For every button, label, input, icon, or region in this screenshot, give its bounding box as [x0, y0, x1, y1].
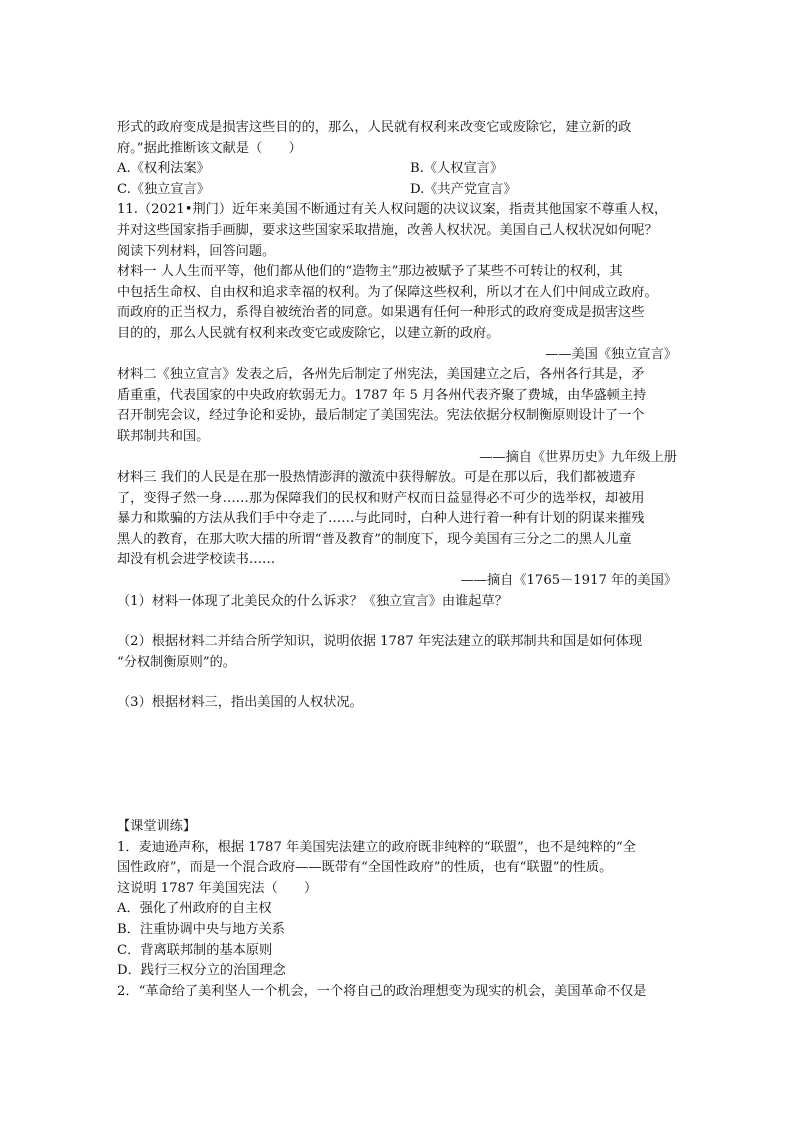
material-1-line: 中包括生命权、自由权和追求幸福的权利。为了保障这些权利，所以才在人们中间成立政府。: [117, 284, 658, 300]
material-2-line: 联邦制共和国。: [117, 428, 210, 444]
material-2-line: 召开制宪会议，经过争论和妥协，最后制定了美国宪法。宪法依据分权制衡原则设计了一个: [117, 408, 645, 424]
option-row: [117, 159, 677, 180]
sub-question-3: （3）根据材料三，指出美国的人权状况。: [117, 695, 363, 711]
top-question: [117, 118, 677, 200]
training-q1-line: 这说明 1787 年美国宪法（ ）: [117, 880, 318, 896]
classroom-training: [117, 817, 677, 1002]
material-3-line: 了，变得孑然一身……那为保障我们的民权和财产权而日益显得必不可少的选举权，却被用: [117, 490, 645, 506]
section-title: 【课堂训练】: [117, 819, 197, 835]
text-line: 府。”据此推断该文献是（ ）: [117, 140, 302, 156]
sub-question-2-line: “分权制衡原则”的。: [117, 654, 236, 670]
option-a: A．强化了州政府的自主权: [117, 901, 272, 917]
question-intro-line: 阅读下列材料，回答问题。: [117, 243, 276, 259]
text-line: 形式的政府变成是损害这些目的的，那么，人民就有权利来改变它或废除它，建立新的政: [117, 120, 632, 135]
material-3-line: 黑人的教育，在那大吹大擂的所谓“普及教育”的制度下，现今美国有三分之二的黑人儿童: [117, 531, 632, 547]
option-d: D．践行三权分立的治国理念: [117, 963, 286, 979]
material-2-line: 材料二《独立宣言》发表之后，各州先后制定了州宪法，美国建立之后，各州各行其是，矛: [117, 367, 645, 383]
option-c: C.《独立宣言》: [117, 181, 210, 197]
material-1-line: 目的的，那么人民就有权利来改变它或废除它，以建立新的政府。: [117, 325, 500, 341]
option-c: C．背离联邦制的基本原则: [117, 942, 273, 958]
option-row: [117, 180, 677, 201]
option-a: A.《权利法案》: [117, 161, 210, 177]
material-2-line: 盾重重，代表国家的中央政府软弱无力。1787 年 5 月各州代表齐聚了费城，由华盛顿主持: [117, 387, 647, 403]
option-d: D.《共产党宣言》: [410, 181, 517, 197]
training-q1-line: 国性政府”，而是一个混合政府——既带有“全国性政府”的性质，也有“联盟”的性质。: [117, 860, 613, 876]
material-1-source: ——美国《独立宣言》: [545, 346, 677, 362]
document-page: [117, 118, 677, 1002]
question-intro-line: 11.（2021•荆门）近年来美国不断通过有关人权问题的决议议案，指责其他国家不尊重人权，: [117, 202, 668, 218]
material-3-line: 却没有机会进学校读书……: [117, 552, 276, 568]
material-3-line: 材料三 我们的人民是在那一股热情澎湃的激流中获得解放。可是在那以后，我们都被遗弃: [117, 470, 636, 486]
question-intro-line: 并对这些国家指手画脚，要求这些国家采取措施，改善人权状况。美国自己人权状况如何呢？: [117, 222, 658, 238]
training-q2-line: 2．“革命给了美利坚人一个机会，一个将自己的政治理想变为现实的机会，美国革命不仅是: [117, 983, 647, 999]
material-2-source: ——摘自《世界历史》九年级上册: [479, 449, 677, 465]
training-q1-line: 1．麦迪逊声称，根据 1787 年美国宪法建立的政府既非纯粹的“联盟”，也不是纯粹的“全: [117, 839, 636, 855]
material-1-line: 而政府的正当权力，系得自被统治者的同意。如果遇有任何一种形式的政府变成是损害这些: [117, 305, 645, 321]
material-1-line: 材料一 人人生而平等，他们都从他们的“造物主”那边被赋予了某些不可转让的权利，其: [117, 264, 623, 280]
question-11: [117, 200, 677, 714]
material-3-source: ——摘自《1765－1917 年的美国》: [460, 573, 677, 589]
sub-question-2-line: （2）根据材料二并结合所学知识，说明依据 1787 年宪法建立的联邦制共和国是如何体现: [117, 634, 643, 650]
option-b: B.《人权宣言》: [410, 161, 504, 177]
material-3-line: 暴力和欺骗的方法从我们手中夺走了……与此同时，白种人进行着一种有计划的阴谋来摧残: [117, 511, 645, 527]
sub-question-1: （1）材料一体现了北美民众的什么诉求？《独立宣言》由谁起草？: [117, 593, 508, 609]
option-b: B．注重协调中央与地方关系: [117, 922, 285, 937]
